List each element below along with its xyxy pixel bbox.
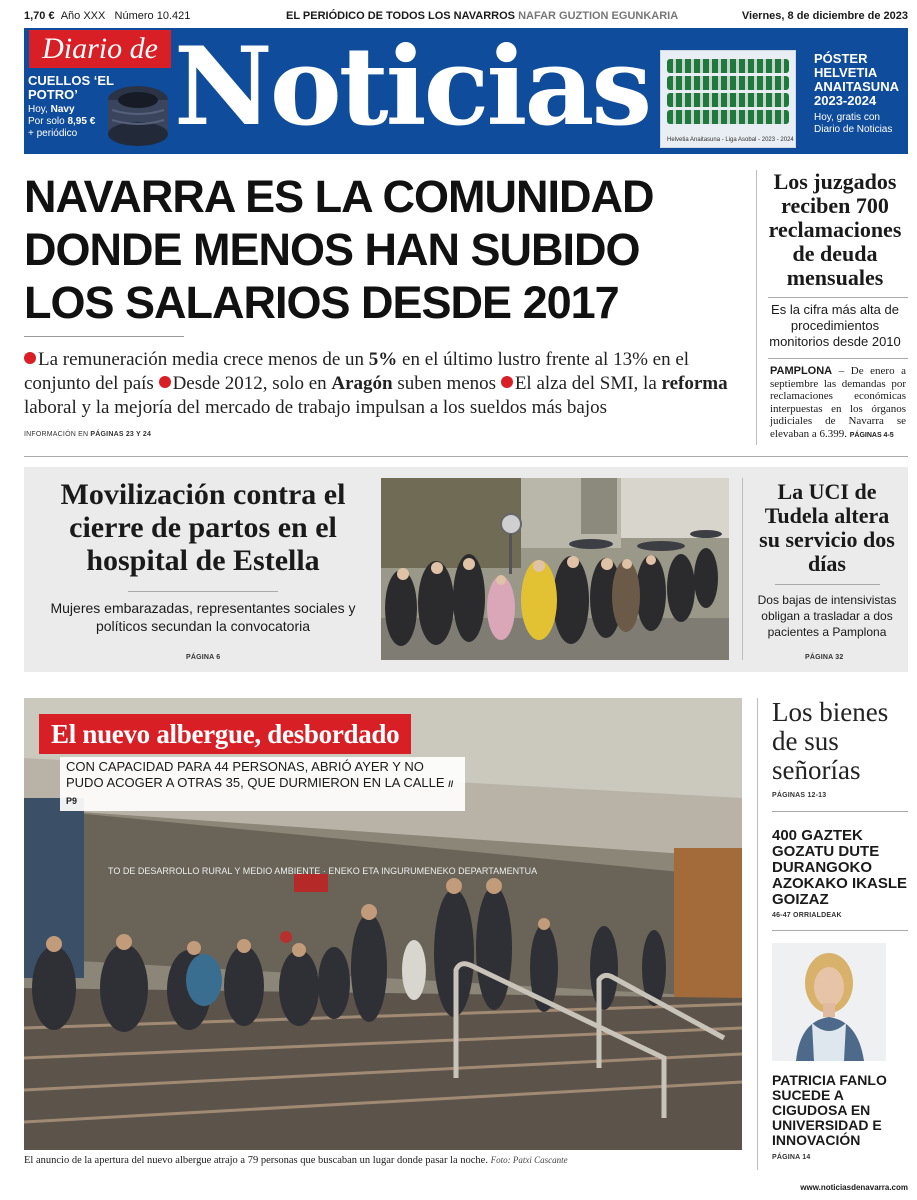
- poster-caption: Helvetia Anaitasuna - Liga Asobal - 2023 - 2024: [667, 137, 794, 143]
- poster-thumbnail[interactable]: [660, 50, 796, 148]
- side-subhead-juzgados: Es la cifra más alta de procedimientos monitorios desde 2010: [769, 302, 901, 349]
- side-body-juzgados: PAMPLONA – De enero a septiembre las demandas por reclamaciones económicas interpuestas en los órganos judiciales de Navarra se elevaban a 6.399. PÁGINAS 4-5: [770, 365, 907, 440]
- lead-summary: La remuneración media crece menos de un 5% en el último lustro frente al 13% en el conjunto del país Desde 2012, solo en Aragón suben menos El alza del SMI, la reforma laboral y la mejoría del mercado de trabajo impulsan a los sueldos más bajos: [24, 349, 728, 418]
- divider: [775, 584, 880, 585]
- estella-subhead: Mujeres embarazadas, representantes sociales y políticos secundan la convocatoria: [50, 600, 356, 634]
- masthead-noticias-logo: Noticias: [174, 28, 650, 150]
- building-sign: TO DE DESARROLLO RURAL Y MEDIO AMBIENTE · ENEKO ETA INGURUMENEKO DEPARTAMENTUA: [108, 866, 538, 876]
- issue-number: Número 10.421: [114, 10, 191, 22]
- bullet-icon: [159, 376, 171, 388]
- lead-headline[interactable]: NAVARRA ES LA COMUNIDAD DONDE MENOS HAN SUBIDO LOS SALARIOS DESDE 2017: [24, 171, 654, 328]
- divider: [128, 591, 278, 592]
- issue-date: Viernes, 8 de diciembre de 2023: [741, 10, 908, 22]
- estella-headline[interactable]: Movilización contra el cierre de partos en el hospital de Estella: [60, 478, 346, 577]
- tagline: EL PERIÓDICO DE TODOS LOS NAVARROS NAFAR GUZTION EGUNKARIA: [286, 10, 679, 22]
- protest-march-photo[interactable]: [381, 478, 729, 660]
- hostel-photo-caption: El anuncio de la apertura del nuevo albergue atrajo a 79 personas que buscaban un lugar donde pasar la noche. Foto: Patxi Cascante: [24, 1155, 568, 1166]
- uci-tudela-headline[interactable]: La UCI de Tudela altera su servicio dos días: [759, 479, 895, 576]
- price: 1,70 €: [24, 10, 55, 22]
- uci-tudela-subhead: Dos bajas de intensivistas obligan a trasladar a dos pacientes a Pamplona: [757, 593, 897, 639]
- scarf-image: [104, 78, 172, 148]
- gaztek-headline[interactable]: 400 GAZTEK GOZATU DUTE DURANGOKO AZOKAKO IKASLE GOIZAZ: [772, 827, 907, 908]
- column-divider: [756, 170, 757, 445]
- year: Año XXX: [60, 10, 106, 22]
- divider: [24, 336, 184, 337]
- column-divider: [742, 478, 743, 660]
- side-headline-juzgados[interactable]: Los juzgados reciben 700 reclamaciones de deuda mensuales: [768, 169, 902, 290]
- masthead[interactable]: [24, 28, 908, 154]
- issue-info: [24, 10, 190, 22]
- uci-tudela-page-ref[interactable]: PÁGINA 32: [805, 654, 844, 661]
- tagline-basque: NAFAR GUZTION EGUNKARIA: [518, 10, 679, 22]
- column-divider: [757, 698, 758, 1170]
- divider: [768, 358, 908, 359]
- photo-credit: Foto: Patxi Cascante: [490, 1155, 568, 1165]
- fanlo-headline[interactable]: PATRICIA FANLO SUCEDE A CIGUDOSA EN UNIVERSIDAD E INNOVACIÓN: [772, 1072, 887, 1148]
- portrait-photo[interactable]: [772, 943, 886, 1061]
- bienes-senorias-headline[interactable]: Los bienes de sus señorías: [772, 697, 889, 785]
- website-url[interactable]: www.noticiasdenavarra.com: [800, 1183, 908, 1192]
- divider: [768, 297, 908, 298]
- masthead-diario-de: Diario de: [29, 30, 171, 68]
- hostel-page-ref[interactable]: // P9: [66, 779, 454, 806]
- promo-scarf-text: Hoy, Navy Por solo 8,95 € + periódico: [28, 104, 96, 139]
- divider: [772, 930, 908, 931]
- top-info-bar: [24, 10, 908, 26]
- hostel-headline[interactable]: El nuevo albergue, desbordado: [39, 714, 411, 754]
- estella-page-ref[interactable]: PÁGINA 6: [186, 654, 221, 661]
- hostel-subhead: CON CAPACIDAD PARA 44 PERSONAS, ABRIÓ AYER Y NO PUDO ACOGER A OTRAS 35, QUE DURMIERON EN LA CALLE // P9: [60, 757, 465, 811]
- team-photo: [667, 59, 789, 129]
- promo-poster[interactable]: [814, 52, 906, 136]
- bienes-page-ref[interactable]: PÁGINAS 12-13: [772, 792, 827, 799]
- bullet-icon: [501, 376, 513, 388]
- gaztek-page-ref[interactable]: 46-47 ORRIALDEAK: [772, 912, 842, 919]
- promo-scarf-title: CUELLOS ‘EL POTRO’: [28, 73, 114, 102]
- divider: [772, 811, 908, 812]
- lead-page-ref[interactable]: INFORMACIÓN EN PÁGINAS 23 Y 24: [24, 431, 152, 438]
- promo-poster-text: Hoy, gratis con Diario de Noticias: [814, 112, 893, 135]
- bullet-icon: [24, 352, 36, 364]
- fanlo-page-ref[interactable]: PÁGINA 14: [772, 1154, 811, 1161]
- promo-poster-title: PÓSTER HELVETIA ANAITASUNA 2023-2024: [814, 51, 899, 108]
- section-divider: [24, 456, 908, 457]
